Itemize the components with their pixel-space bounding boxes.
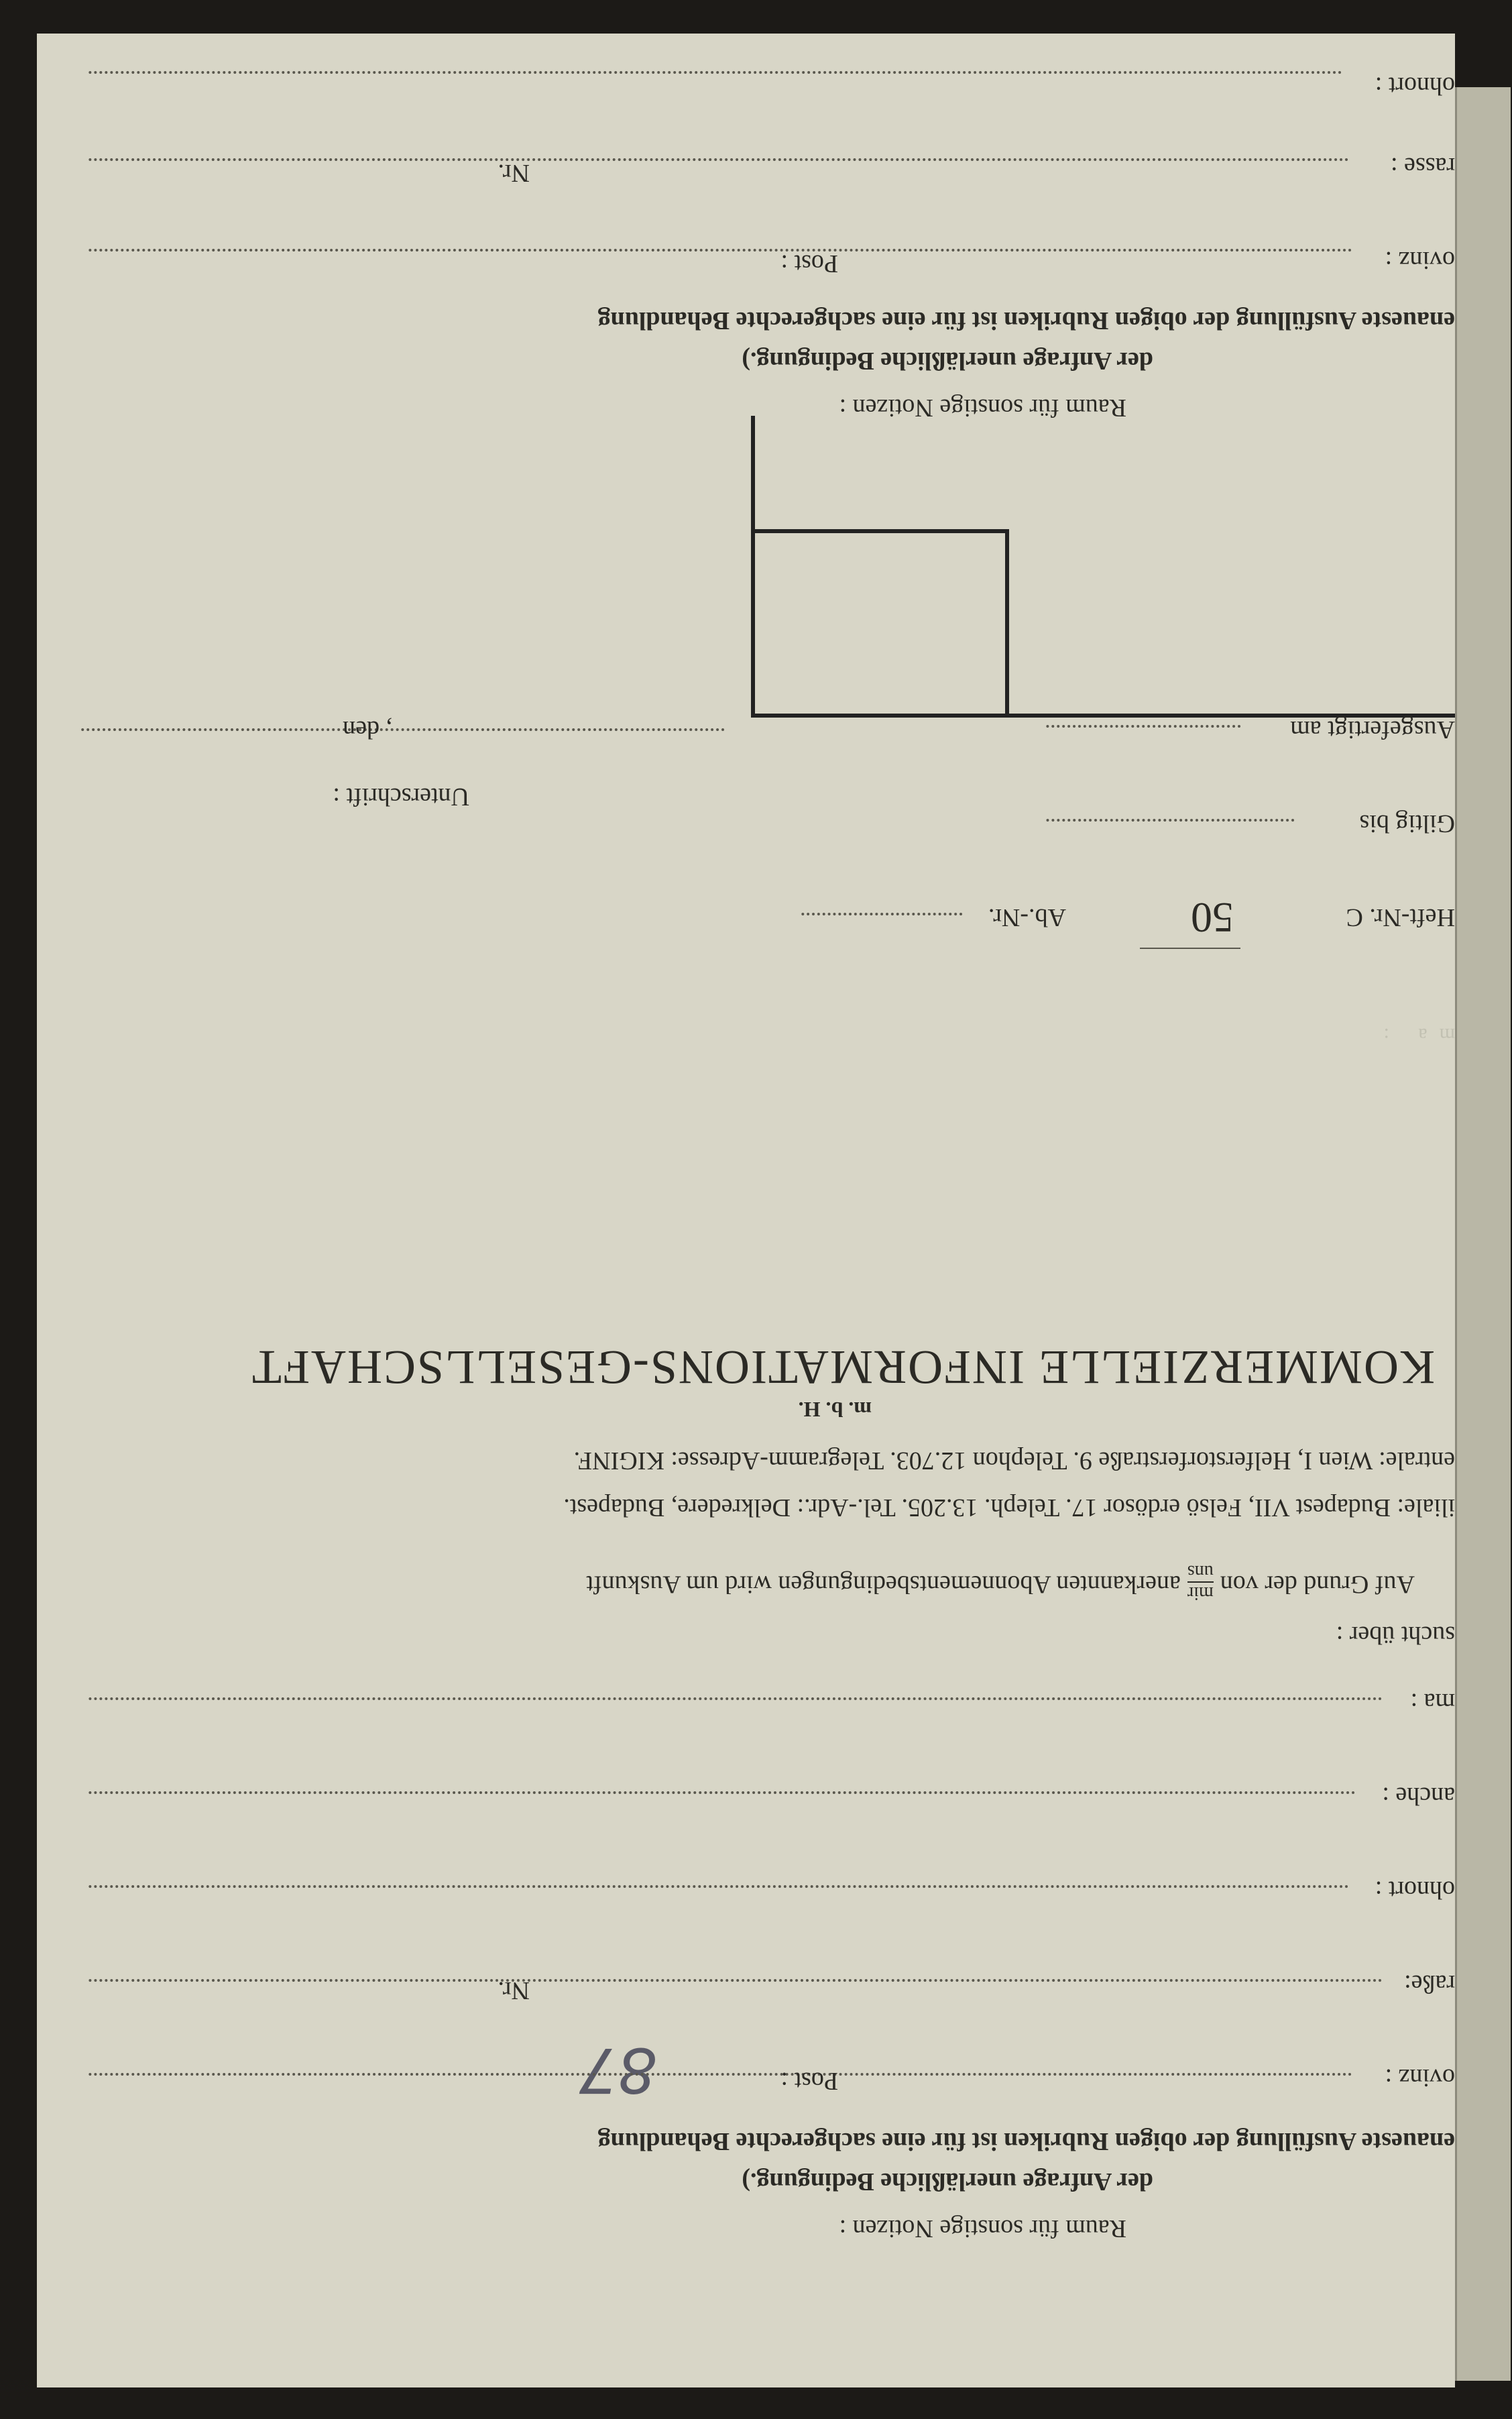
company-suffix: m. b. H. [798, 1398, 872, 1422]
label-unterschrift: Unterschrift : [333, 783, 469, 811]
label-post-lower: Post : [780, 249, 838, 278]
label-nr-lower: Nr. [498, 159, 530, 187]
bleed-through: ma : [1371, 1024, 1455, 1046]
request-line [586, 1561, 1415, 1603]
dotted-line [87, 158, 1348, 161]
label-ab-nr: Ab.-Nr. [988, 903, 1066, 932]
dotted-line [87, 71, 1341, 74]
dotted-line [801, 913, 962, 915]
request-prefix: Auf Grund der von [1220, 1570, 1415, 1599]
underline [1140, 948, 1240, 949]
label-den: , den [343, 716, 392, 744]
dotted-line [87, 1791, 1354, 1794]
form-content-upside-down [37, 34, 1455, 2387]
label-wohnort: ohnort : [1375, 1876, 1455, 1904]
dotted-line [87, 249, 1351, 251]
paper-edge [1455, 87, 1511, 2381]
label-strasse-lower: rasse : [1390, 152, 1455, 180]
notes-label-lower: Raum für sonstige Notizen : [839, 394, 1126, 422]
dotted-line [87, 2073, 1351, 2076]
notice-line1: enaueste Ausfüllung der obigen Rubriken ist für eine sachgerechte Behandlung [597, 2127, 1455, 2155]
fraction-bottom: uns [1187, 1561, 1214, 1582]
notice-line2-lower: der Anfrage unerläßliche Bedingung.) [742, 347, 1153, 375]
label-ausgefertigt: Ausgefertigt am [1290, 716, 1455, 744]
label-post: Post : [780, 2067, 838, 2095]
dotted-line [80, 728, 724, 731]
label-provinz-lower: ovinz : [1385, 246, 1455, 274]
label-wohnort-lower: ohnort : [1375, 72, 1455, 100]
notice-line2: der Anfrage unerläßliche Bedingung.) [742, 2168, 1153, 2196]
box-border [1005, 530, 1009, 718]
address-zentrale: entrale: Wien I, Helferstorferstraße 9. Telephon 12.703. Telegramm-Adresse: KIGINF. [573, 1447, 1455, 1475]
label-giltig: Giltig bis [1359, 809, 1455, 838]
dotted-line [1046, 725, 1240, 728]
dotted-line [87, 1697, 1381, 1700]
fraction-top: mir [1187, 1583, 1214, 1604]
label-strasse: raße: [1404, 1970, 1455, 1998]
request-suffix: anerkannten Abonnementsbedingungen wird um Auskunft [586, 1570, 1181, 1599]
heft-number: 50 [1191, 894, 1234, 942]
notice-line1-lower: enaueste Ausfüllung der obigen Rubriken ist für eine sachgerechte Behandlung [597, 306, 1455, 335]
label-nr: Nr. [498, 1976, 530, 2005]
dotted-line [87, 1885, 1348, 1888]
address-filiale: iliale: Budapest VII, Felsö erdösor 17. Teleph. 13.205. Tel.-Adr.: Delkredere, Budapest. [563, 1494, 1455, 1522]
label-provinz: ovinz : [1385, 2064, 1455, 2092]
dotted-line [87, 1979, 1381, 1982]
mir-uns-fraction [1187, 1561, 1214, 1603]
notes-label: Raum für sonstige Notizen : [839, 2214, 1126, 2243]
dotted-line [1046, 819, 1294, 822]
label-heft-nr: Heft-Nr. C [1346, 903, 1455, 932]
box-border [751, 416, 755, 718]
label-branche: anche : [1382, 1782, 1455, 1810]
handwritten-number: 87 [578, 2034, 657, 2106]
company-name: KOMMERZIELLE INFORMATIONS-GESELLSCHAFT [251, 1341, 1435, 1394]
box-border [751, 529, 1009, 533]
label-firma: ma : [1410, 1688, 1455, 1716]
request-line2: sucht über : [1336, 1621, 1455, 1649]
